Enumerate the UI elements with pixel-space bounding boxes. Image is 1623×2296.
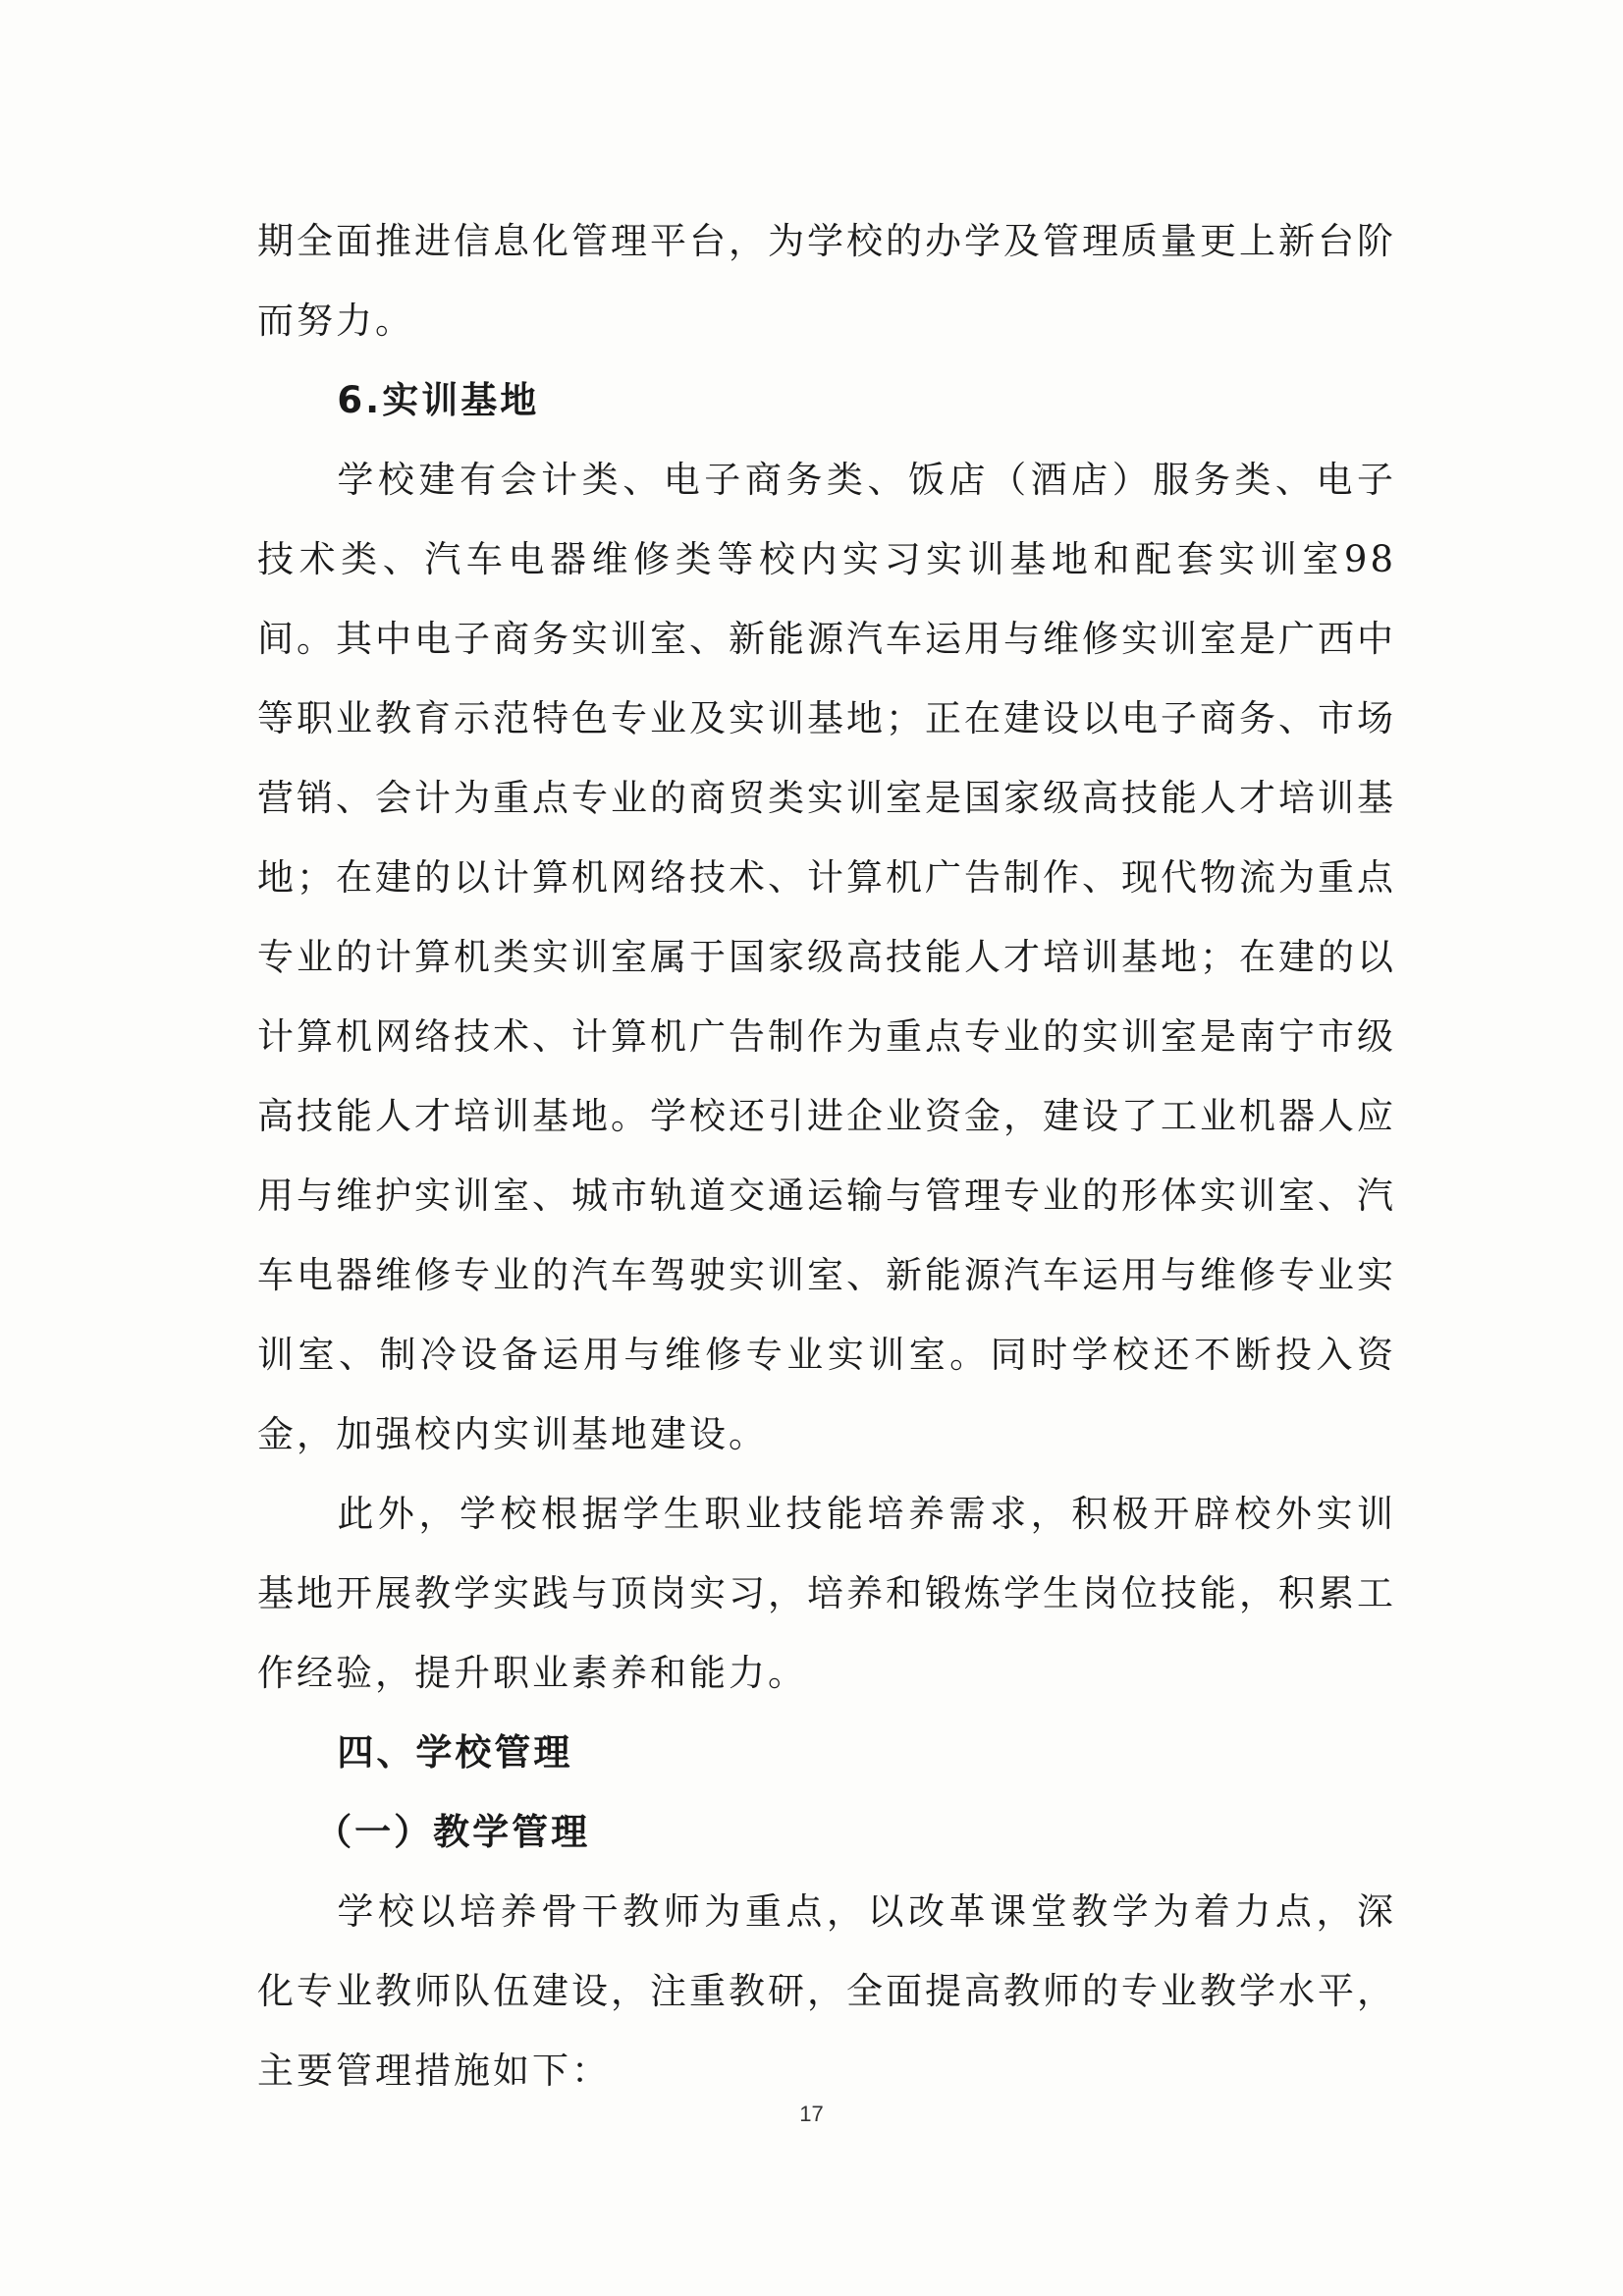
paragraph-teaching-measures: 学校以培养骨干教师为重点，以改革课堂教学为着力点，深化专业教师队伍建设，注重教研，全面提高教师的专业教学水平，主要管理措施如下：	[257, 1890, 1396, 2092]
subsection-heading-teaching-management: （一）教学管理	[315, 1811, 591, 1853]
paragraph-training-facilities: 学校建有会计类、电子商务类、饭店（酒店）服务类、电子技术类、汽车电器维修类等校内实习实训基地和配套实训室98间。其中电子商务实训室、新能源汽车运用与维修实训室是广西中等职业教育示范特色专业及实训基地；正在建设以电子商务、市场营销、会计为重点专业的商贸类实训室是国家级高技能人才培训基地；在建的以计算机网络技术、计算机广告制作、现代物流为重点专业的计算机类实训室属于国家级高技能人才培训基地；在建的以计算机网络技术、计算机广告制作为重点专业的实训室是南宁市级高技能人才培训基地。学校还引进企业资金，建设了工业机器人应用与维护实训室、城市轨道交通运输与管理专业的形体实训室、汽车电器维修专业的汽车驾驶实训室、新能源汽车运用与维修专业实训室、制冷设备运用与维修专业实训室。同时学校还不断投入资金，加强校内实训基地建设。	[257, 459, 1396, 1455]
section-heading-school-management: 四、学校管理	[337, 1731, 573, 1774]
page-number: 17	[799, 2102, 824, 2126]
paragraph-external-training: 此外，学校根据学生职业技能培养需求，积极开辟校外实训基地开展教学实践与顶岗实习，培养和锻炼学生岗位技能，积累工作经验，提升职业素养和能力。	[257, 1493, 1396, 1694]
paragraph-continuation: 期全面推进信息化管理平台，为学校的办学及管理质量更上新台阶而努力。	[257, 220, 1396, 342]
section-heading-training-base: 6.实训基地	[337, 379, 540, 421]
page-body	[257, 201, 1396, 2110]
